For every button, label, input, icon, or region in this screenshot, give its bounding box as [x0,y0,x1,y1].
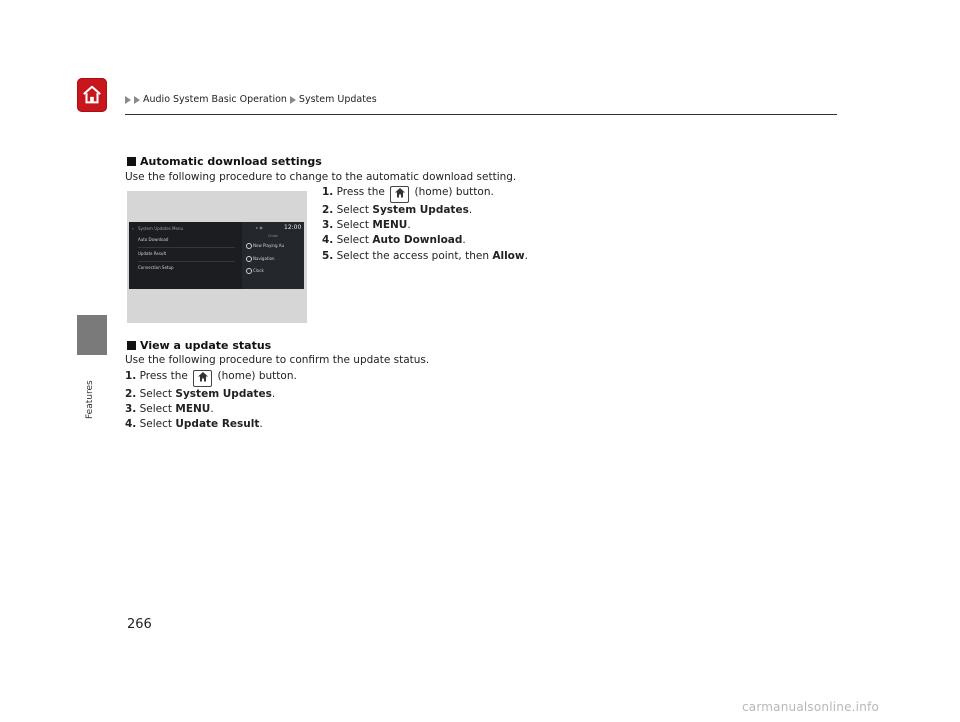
triangle-right-icon [134,96,140,104]
back-arrow-icon: ‹ [132,226,134,231]
panel-item-now-playing[interactable]: Now Playing Au [253,243,285,248]
page-number: 266 [127,617,152,632]
home-button-glyph [390,186,409,203]
step-item: 3. Select MENU. [125,403,214,416]
section-intro: Use the following procedure to confirm the update status. [125,354,430,366]
breadcrumb-item-audio-system[interactable]: Audio System Basic Operation [143,94,287,105]
home-icon [197,371,209,382]
step-item: 5. Select the access point, then Allow. [322,249,528,262]
triangle-right-icon [290,96,296,104]
side-label: Features [85,380,95,420]
step-item: 1. Press the (home) button. [322,185,528,203]
square-bullet-icon [127,157,136,166]
menu-divider [138,247,235,248]
side-panel [242,222,304,289]
square-bullet-icon [127,341,136,350]
section-heading-update-status: View a update status [127,339,271,352]
home-tile-button[interactable] [77,78,107,112]
panel-item-clock[interactable]: Clock [253,268,264,273]
step-item: 2. Select System Updates. [322,204,473,216]
navigation-icon [246,256,252,262]
breadcrumb [125,94,377,105]
step-item: 4. Select Auto Download. [322,234,466,247]
menu-item-update-result[interactable]: Update Result [138,251,167,256]
speaker-icon [246,243,252,249]
home-icon [394,187,406,198]
system-updates-screen [129,222,304,289]
header-divider [125,114,837,115]
menu-divider [138,261,235,262]
section-intro: Use the following procedure to change to the automatic download setting. [125,171,517,183]
side-tab-marker [77,315,107,355]
home-icon [81,84,103,106]
triangle-right-icon [125,96,131,104]
clock-icon [246,268,252,274]
step-item: 3. Select MENU. [322,219,411,232]
steps-list-update-status [125,369,297,433]
section-heading-auto-download: Automatic download settings [127,155,322,168]
watermark: carmanualsonline.info [742,700,879,714]
home-button-glyph [193,370,212,387]
step-item: 2. Select System Updates. [125,388,276,400]
breadcrumb-item-system-updates[interactable]: System Updates [298,94,377,105]
step-item: 4. Select Update Result. [125,418,263,431]
menu-item-connection-setup[interactable]: Connection Setup [138,265,174,270]
panel-item-navigation[interactable]: Navigation [253,256,275,261]
clock-readout: 12:00 [284,224,302,231]
panel-header: Cmds [268,234,278,238]
menu-item-auto-download[interactable]: Auto Download [138,237,169,242]
steps-list-auto-download [322,185,528,264]
step-item: 1. Press the (home) button. [125,369,297,387]
screen-title: System Updates Menu [138,226,184,231]
status-icons: ▸ ◉ [256,225,263,230]
